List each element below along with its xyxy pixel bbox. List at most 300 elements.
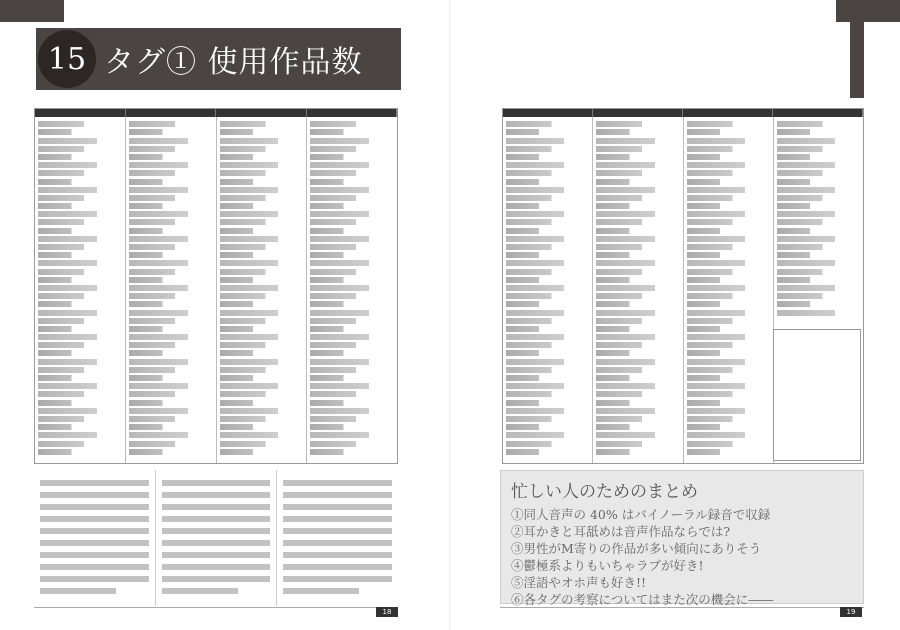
table-row: [220, 326, 304, 332]
table-row: [687, 391, 770, 397]
table-row: [687, 449, 770, 455]
table-row: [129, 441, 213, 447]
table-row: [596, 252, 679, 258]
table-row: [220, 187, 304, 193]
table-row: [687, 244, 770, 250]
table-row: [687, 359, 770, 365]
table-row: [129, 318, 213, 324]
table-row: [220, 228, 304, 234]
table-row: [777, 170, 860, 176]
table-row: [129, 162, 213, 168]
table-row: [129, 416, 213, 422]
table-row: [38, 359, 122, 365]
table-row: [506, 228, 589, 234]
table-row: [687, 285, 770, 291]
table-row: [687, 211, 770, 217]
table-row: [310, 432, 394, 438]
table-row: [596, 244, 679, 250]
table-row: [687, 129, 770, 135]
summary-box: [500, 470, 864, 607]
table-row: [310, 179, 394, 185]
table-row: [310, 383, 394, 389]
table-row: [506, 129, 589, 135]
table-row: [38, 260, 122, 266]
summary-item: ⑥各タグの考察についてはまた次の機会に――: [511, 592, 774, 607]
table-row: [38, 244, 122, 250]
table-row: [506, 400, 589, 406]
text-line: [162, 516, 271, 522]
table-row: [310, 301, 394, 307]
text-line: [40, 480, 149, 486]
table-row: [38, 277, 122, 283]
table-header: [503, 109, 863, 117]
table-row: [38, 203, 122, 209]
table-row: [129, 138, 213, 144]
table-row: [687, 187, 770, 193]
table-row: [777, 269, 860, 275]
table-row: [596, 154, 679, 160]
text-line: [162, 588, 238, 594]
table-row: [596, 408, 679, 414]
table-row: [220, 203, 304, 209]
table-row: [129, 334, 213, 340]
table-row: [596, 350, 679, 356]
table-row: [129, 154, 213, 160]
table-row: [220, 400, 304, 406]
table-row: [596, 416, 679, 422]
table-row: [129, 449, 213, 455]
table-row: [506, 179, 589, 185]
table-row: [38, 187, 122, 193]
table-row: [687, 138, 770, 144]
table-row: [506, 244, 589, 250]
table-row: [777, 252, 860, 258]
table-row: [506, 342, 589, 348]
table-row: [129, 367, 213, 373]
table-row: [220, 310, 304, 316]
table-row: [506, 252, 589, 258]
table-row: [38, 301, 122, 307]
table-row: [38, 129, 122, 135]
table-row: [129, 260, 213, 266]
table-row: [129, 244, 213, 250]
table-column: [126, 117, 217, 463]
text-line: [283, 480, 392, 486]
table-row: [220, 334, 304, 340]
text-line: [162, 528, 271, 534]
page-gutter: [449, 0, 451, 630]
table-row: [506, 154, 589, 160]
table-row: [596, 293, 679, 299]
page-footer-left: [34, 607, 398, 617]
table-row: [129, 408, 213, 414]
table-row: [777, 138, 860, 144]
table-row: [38, 391, 122, 397]
table-row: [596, 211, 679, 217]
table-row: [310, 187, 394, 193]
table-row: [220, 449, 304, 455]
table-row: [506, 367, 589, 373]
table-row: [129, 342, 213, 348]
text-column: [156, 470, 278, 606]
text-line: [283, 588, 359, 594]
table-row: [38, 252, 122, 258]
table-row: [506, 301, 589, 307]
table-row: [310, 260, 394, 266]
table-row: [220, 383, 304, 389]
table-row: [596, 375, 679, 381]
table-row: [129, 228, 213, 234]
table-row: [220, 269, 304, 275]
table-row: [220, 219, 304, 225]
table-row: [777, 260, 860, 266]
table-row: [596, 138, 679, 144]
table-row: [38, 334, 122, 340]
table-row: [506, 449, 589, 455]
table-row: [38, 310, 122, 316]
table-row: [220, 138, 304, 144]
table-row: [506, 121, 589, 127]
table-row: [310, 138, 394, 144]
table-row: [129, 179, 213, 185]
table-row: [596, 121, 679, 127]
table-row: [506, 350, 589, 356]
text-line: [40, 576, 149, 582]
table-row: [129, 293, 213, 299]
table-row: [596, 236, 679, 242]
table-row: [129, 146, 213, 152]
table-row: [596, 449, 679, 455]
summary-item: ②耳かきと耳舐めは音声作品ならでは?: [511, 524, 731, 539]
table-row: [220, 318, 304, 324]
table-row: [687, 375, 770, 381]
table-row: [596, 441, 679, 447]
text-line: [40, 492, 149, 498]
table-row: [129, 219, 213, 225]
table-column: [35, 117, 126, 463]
table-row: [687, 195, 770, 201]
table-row: [38, 293, 122, 299]
table-row: [596, 424, 679, 430]
table-row: [777, 146, 860, 152]
table-row: [38, 269, 122, 275]
table-row: [506, 236, 589, 242]
table-row: [220, 391, 304, 397]
table-row: [596, 260, 679, 266]
table-row: [506, 269, 589, 275]
page-number: 19: [840, 607, 862, 617]
table-row: [596, 400, 679, 406]
table-row: [129, 170, 213, 176]
text-line: [162, 504, 271, 510]
table-row: [220, 293, 304, 299]
empty-cell-area: [773, 329, 861, 461]
table-row: [310, 170, 394, 176]
table-row: [506, 285, 589, 291]
table-row: [310, 293, 394, 299]
text-line: [162, 480, 271, 486]
table-row: [310, 441, 394, 447]
table-row: [38, 326, 122, 332]
table-row: [220, 424, 304, 430]
text-line: [283, 528, 392, 534]
table-row: [596, 326, 679, 332]
table-row: [310, 162, 394, 168]
table-row: [129, 383, 213, 389]
tag-table-right: [502, 108, 864, 464]
table-row: [777, 301, 860, 307]
table-row: [506, 391, 589, 397]
table-column: [593, 117, 683, 463]
corner-decoration-left: [0, 0, 64, 22]
table-row: [220, 162, 304, 168]
table-row: [38, 400, 122, 406]
table-row: [129, 301, 213, 307]
table-row: [129, 400, 213, 406]
text-line: [283, 492, 392, 498]
table-row: [38, 441, 122, 447]
text-line: [40, 564, 149, 570]
table-row: [596, 359, 679, 365]
table-row: [129, 129, 213, 135]
table-row: [777, 244, 860, 250]
table-row: [129, 211, 213, 217]
table-row: [596, 277, 679, 283]
table-row: [596, 432, 679, 438]
table-row: [129, 236, 213, 242]
table-row: [310, 350, 394, 356]
table-row: [310, 211, 394, 217]
table-row: [310, 129, 394, 135]
table-row: [220, 277, 304, 283]
table-row: [310, 121, 394, 127]
table-row: [38, 375, 122, 381]
table-row: [777, 285, 860, 291]
table-row: [310, 244, 394, 250]
table-row: [506, 170, 589, 176]
corner-decoration-right: [836, 0, 900, 22]
table-row: [220, 244, 304, 250]
table-row: [687, 219, 770, 225]
table-row: [687, 203, 770, 209]
table-row: [38, 236, 122, 242]
table-row: [506, 195, 589, 201]
table-row: [687, 121, 770, 127]
table-row: [310, 391, 394, 397]
table-row: [687, 334, 770, 340]
table-row: [596, 129, 679, 135]
table-row: [220, 146, 304, 152]
table-row: [129, 195, 213, 201]
table-row: [777, 211, 860, 217]
table-row: [38, 383, 122, 389]
table-row: [777, 277, 860, 283]
table-row: [596, 310, 679, 316]
table-row: [596, 367, 679, 373]
table-row: [596, 342, 679, 348]
table-row: [596, 334, 679, 340]
table-row: [220, 350, 304, 356]
table-row: [310, 449, 394, 455]
table-row: [220, 359, 304, 365]
table-row: [506, 211, 589, 217]
table-row: [310, 367, 394, 373]
table-row: [506, 318, 589, 324]
table-row: [310, 408, 394, 414]
table-row: [596, 146, 679, 152]
table-row: [506, 293, 589, 299]
table-row: [777, 219, 860, 225]
table-row: [687, 179, 770, 185]
table-row: [687, 252, 770, 258]
table-row: [310, 269, 394, 275]
table-row: [38, 285, 122, 291]
table-row: [596, 187, 679, 193]
table-row: [777, 236, 860, 242]
table-row: [38, 367, 122, 373]
table-row: [687, 367, 770, 373]
table-row: [687, 260, 770, 266]
table-row: [506, 138, 589, 144]
table-row: [38, 195, 122, 201]
table-row: [310, 326, 394, 332]
tag-table-left: [34, 108, 398, 464]
table-row: [506, 441, 589, 447]
table-row: [129, 350, 213, 356]
table-row: [687, 277, 770, 283]
table-row: [310, 400, 394, 406]
summary-title: 忙しい人のためのまとめ: [511, 482, 698, 502]
table-row: [777, 129, 860, 135]
table-row: [596, 179, 679, 185]
table-row: [38, 121, 122, 127]
table-row: [687, 383, 770, 389]
table-row: [506, 375, 589, 381]
table-row: [596, 219, 679, 225]
table-row: [129, 424, 213, 430]
text-line: [40, 504, 149, 510]
table-row: [129, 277, 213, 283]
table-row: [687, 416, 770, 422]
table-row: [310, 146, 394, 152]
table-row: [129, 285, 213, 291]
table-row: [687, 400, 770, 406]
table-row: [310, 424, 394, 430]
table-row: [777, 195, 860, 201]
summary-item: ④鬱極系よりもいちゃラブが好き!: [511, 558, 704, 573]
table-row: [506, 359, 589, 365]
table-row: [596, 170, 679, 176]
table-row: [220, 342, 304, 348]
text-line: [162, 540, 271, 546]
table-row: [129, 375, 213, 381]
table-row: [310, 236, 394, 242]
table-row: [687, 342, 770, 348]
text-line: [162, 576, 271, 582]
table-row: [38, 179, 122, 185]
table-row: [687, 170, 770, 176]
table-row: [687, 310, 770, 316]
table-row: [506, 424, 589, 430]
table-row: [687, 424, 770, 430]
table-row: [220, 432, 304, 438]
right-page-accent: [850, 22, 864, 98]
table-row: [310, 342, 394, 348]
table-row: [687, 236, 770, 242]
table-row: [220, 301, 304, 307]
table-row: [129, 359, 213, 365]
table-row: [129, 391, 213, 397]
table-row: [310, 195, 394, 201]
table-row: [310, 228, 394, 234]
table-row: [129, 326, 213, 332]
table-column: [307, 117, 397, 463]
table-row: [596, 301, 679, 307]
table-row: [777, 293, 860, 299]
table-row: [687, 408, 770, 414]
table-row: [777, 179, 860, 185]
table-row: [687, 318, 770, 324]
table-row: [596, 195, 679, 201]
table-row: [596, 285, 679, 291]
text-column: [34, 470, 156, 606]
table-row: [596, 228, 679, 234]
table-row: [687, 154, 770, 160]
table-row: [310, 318, 394, 324]
text-line: [283, 552, 392, 558]
body-text-columns: [34, 470, 398, 606]
summary-item: ③男性がM寄りの作品が多い傾向にありそう: [511, 541, 762, 556]
table-column: [503, 117, 593, 463]
table-row: [38, 318, 122, 324]
table-row: [310, 277, 394, 283]
table-row: [777, 187, 860, 193]
table-row: [38, 211, 122, 217]
table-row: [777, 154, 860, 160]
table-row: [506, 260, 589, 266]
text-line: [40, 540, 149, 546]
table-row: [220, 260, 304, 266]
table-row: [687, 301, 770, 307]
table-row: [506, 203, 589, 209]
table-header: [35, 109, 397, 117]
table-row: [687, 441, 770, 447]
table-row: [38, 228, 122, 234]
text-line: [283, 504, 392, 510]
table-row: [220, 416, 304, 422]
table-row: [38, 162, 122, 168]
table-row: [777, 310, 860, 316]
table-row: [506, 334, 589, 340]
table-row: [310, 285, 394, 291]
summary-item: ①同人音声の 40% はバイノーラル録音で収録: [511, 507, 771, 522]
section-number-badge: 15: [38, 30, 96, 88]
text-line: [283, 564, 392, 570]
table-row: [129, 432, 213, 438]
table-row: [506, 408, 589, 414]
table-row: [596, 383, 679, 389]
table-row: [687, 162, 770, 168]
text-line: [40, 528, 149, 534]
text-line: [283, 540, 392, 546]
table-row: [310, 252, 394, 258]
summary-item: ⑤淫語やオホ声も好き!!: [511, 575, 647, 590]
text-column: [277, 470, 398, 606]
table-row: [777, 228, 860, 234]
table-row: [220, 211, 304, 217]
table-row: [38, 350, 122, 356]
table-column: [684, 117, 774, 463]
